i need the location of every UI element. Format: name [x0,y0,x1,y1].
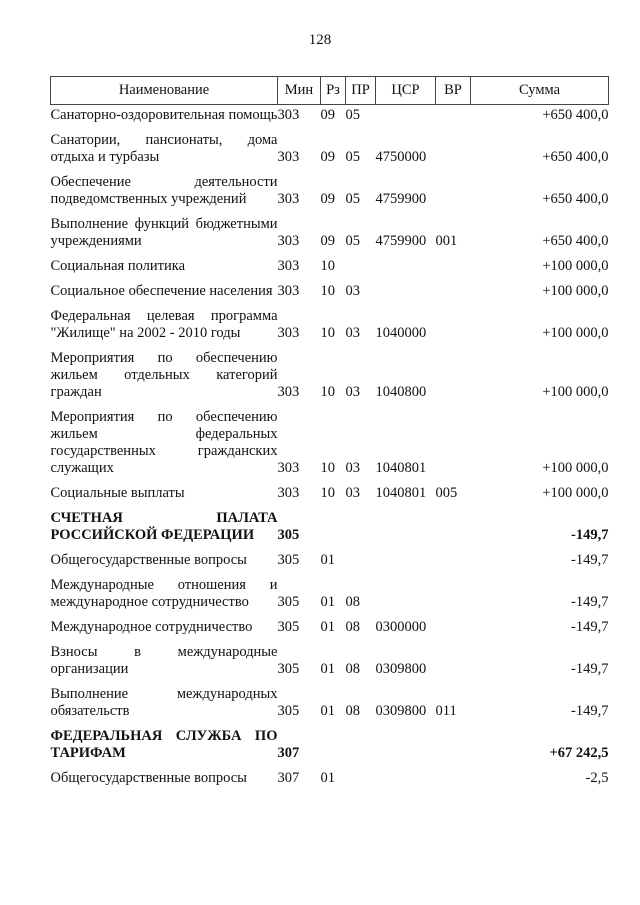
cell-sum: -149,7 [571,594,609,610]
cell-vr: 011 [435,703,457,719]
header-min: Мин [278,77,321,105]
table-row [51,105,609,133]
cell-rz: 10 [320,283,335,299]
cell-name: СЧЕТНАЯ ПАЛАТА РОССИЙСКОЙ ФЕДЕРАЦИИ [50,510,278,543]
cell-min: 303 [277,233,300,249]
cell-vr [436,728,471,770]
cell-csr [376,770,436,795]
cell-name: Социальная политика [50,258,186,274]
cell-min: 305 [277,703,300,719]
cell-sum: +100 000,0 [542,384,609,400]
cell-pr: 05 [345,233,360,249]
cell-csr [376,510,436,552]
cell-rz [321,510,346,552]
cell-min: 305 [277,552,300,568]
table-body [51,105,609,796]
cell-rz: 10 [320,258,335,274]
cell-csr [376,552,436,577]
cell-pr [346,258,376,283]
cell-pr: 03 [345,283,360,299]
cell-name: Международное сотрудничество [50,619,253,635]
cell-vr: 001 [435,233,458,249]
cell-csr [376,577,436,619]
cell-min: 305 [277,527,300,543]
cell-name: Федеральная целевая программа "Жилище" на 2002 - 2010 годы [50,308,278,341]
table-row [51,350,609,409]
table-row-section [51,510,609,552]
cell-csr [376,105,436,133]
cell-min: 307 [277,745,300,761]
cell-min: 303 [277,107,300,123]
cell-csr: 0300000 [375,619,427,635]
cell-name: Мероприятия по обеспечению жильем отдельных категорий граждан [50,350,278,400]
cell-vr [436,409,471,485]
cell-pr [346,552,376,577]
cell-csr: 4759900 [375,191,427,207]
cell-sum: +67 242,5 [549,745,609,761]
table-row [51,485,609,510]
cell-sum: +100 000,0 [542,460,609,476]
cell-vr [436,644,471,686]
cell-rz: 01 [320,552,335,568]
cell-sum: +100 000,0 [542,325,609,341]
header-name: Наименование [51,77,278,105]
cell-pr [346,728,376,770]
cell-csr: 4759900 [375,233,427,249]
cell-name: Санаторно-оздоровительная помощь [50,107,278,123]
cell-vr [436,619,471,644]
cell-pr: 05 [345,107,360,123]
cell-sum: +100 000,0 [542,485,609,501]
cell-min: 303 [277,258,300,274]
cell-vr [436,350,471,409]
table-row [51,283,609,308]
cell-rz: 01 [320,770,335,786]
cell-rz: 01 [320,619,335,635]
table-row [51,409,609,485]
cell-pr: 03 [345,485,360,501]
cell-pr [346,510,376,552]
cell-name: Взносы в международные организации [50,644,278,677]
cell-min: 305 [277,594,300,610]
cell-csr: 1040801 [375,485,427,501]
table-row-section [51,728,609,770]
cell-csr: 0309800 [375,661,427,677]
cell-rz: 10 [320,325,335,341]
cell-rz: 10 [320,460,335,476]
cell-min: 303 [277,191,300,207]
cell-min: 303 [277,283,300,299]
cell-pr: 05 [345,191,360,207]
cell-name: Мероприятия по обеспечению жильем федеральных государственных гражданских служащих [50,409,278,476]
cell-sum: +650 400,0 [542,233,609,249]
cell-min: 303 [277,325,300,341]
cell-pr: 03 [345,460,360,476]
budget-table [50,76,609,795]
table-row [51,216,609,258]
cell-vr: 005 [435,485,458,501]
cell-name: Обеспечение деятельности подведомственных учреждений [50,174,278,207]
table-row [51,619,609,644]
table-row [51,308,609,350]
cell-name: Социальное обеспечение населения [50,283,273,299]
cell-csr: 0309800 [375,703,427,719]
table-row [51,552,609,577]
cell-csr: 1040000 [375,325,427,341]
table-row [51,686,609,728]
cell-name: ФЕДЕРАЛЬНАЯ СЛУЖБА ПО ТАРИФАМ [50,728,278,761]
cell-csr [376,258,436,283]
header-rz: Рз [321,77,346,105]
cell-sum: -149,7 [571,619,609,635]
cell-csr: 1040800 [375,384,427,400]
table-row [51,577,609,619]
cell-name: Выполнение международных обязательств [50,686,278,719]
cell-rz: 01 [320,594,335,610]
cell-min: 307 [277,770,300,786]
cell-sum: +650 400,0 [542,107,609,123]
cell-vr [436,552,471,577]
cell-min: 305 [277,619,300,635]
cell-name: Социальные выплаты [50,485,185,501]
cell-rz: 01 [320,661,335,677]
cell-name: Выполнение функций бюджетными учреждениями [50,216,278,249]
cell-sum: -149,7 [571,552,609,568]
cell-csr [376,728,436,770]
cell-vr [436,174,471,216]
cell-pr: 03 [345,384,360,400]
cell-pr: 08 [345,703,360,719]
header-sum: Сумма [471,77,609,105]
table-row [51,174,609,216]
cell-csr [376,283,436,308]
cell-name: Санатории, пансионаты, дома отдыха и турбазы [50,132,278,165]
header-vr: ВР [436,77,471,105]
cell-sum: +650 400,0 [542,149,609,165]
cell-pr: 08 [345,594,360,610]
cell-rz: 10 [320,485,335,501]
cell-rz: 09 [320,107,335,123]
cell-pr: 05 [345,149,360,165]
cell-vr [436,510,471,552]
cell-sum: -2,5 [585,770,609,786]
table-row [51,132,609,174]
cell-rz: 01 [320,703,335,719]
cell-rz: 09 [320,149,335,165]
cell-min: 303 [277,485,300,501]
cell-vr [436,577,471,619]
cell-vr [436,105,471,133]
cell-sum: -149,7 [571,527,609,543]
cell-name: Международные отношения и международное сотрудничество [50,577,278,610]
cell-rz: 09 [320,233,335,249]
cell-csr: 4750000 [375,149,427,165]
header-csr: ЦСР [376,77,436,105]
cell-rz: 09 [320,191,335,207]
page-number: 128 [308,32,332,48]
cell-min: 305 [277,661,300,677]
cell-rz: 10 [320,384,335,400]
cell-sum: -149,7 [571,703,609,719]
cell-pr: 08 [345,661,360,677]
table-header-row [51,77,609,105]
cell-sum: +100 000,0 [542,258,609,274]
cell-min: 303 [277,460,300,476]
table-row [51,644,609,686]
cell-sum: -149,7 [571,661,609,677]
cell-pr [346,770,376,795]
cell-min: 303 [277,384,300,400]
cell-pr: 03 [345,325,360,341]
cell-sum: +100 000,0 [542,283,609,299]
cell-vr [436,283,471,308]
table-row [51,258,609,283]
cell-pr: 08 [345,619,360,635]
cell-vr [436,308,471,350]
cell-name: Общегосударственные вопросы [50,770,247,786]
cell-vr [436,258,471,283]
cell-csr: 1040801 [375,460,427,476]
cell-min: 303 [277,149,300,165]
table-row [51,770,609,795]
header-pr: ПР [346,77,376,105]
cell-vr [436,132,471,174]
cell-sum: +650 400,0 [542,191,609,207]
cell-vr [436,770,471,795]
cell-name: Общегосударственные вопросы [50,552,247,568]
cell-rz [321,728,346,770]
